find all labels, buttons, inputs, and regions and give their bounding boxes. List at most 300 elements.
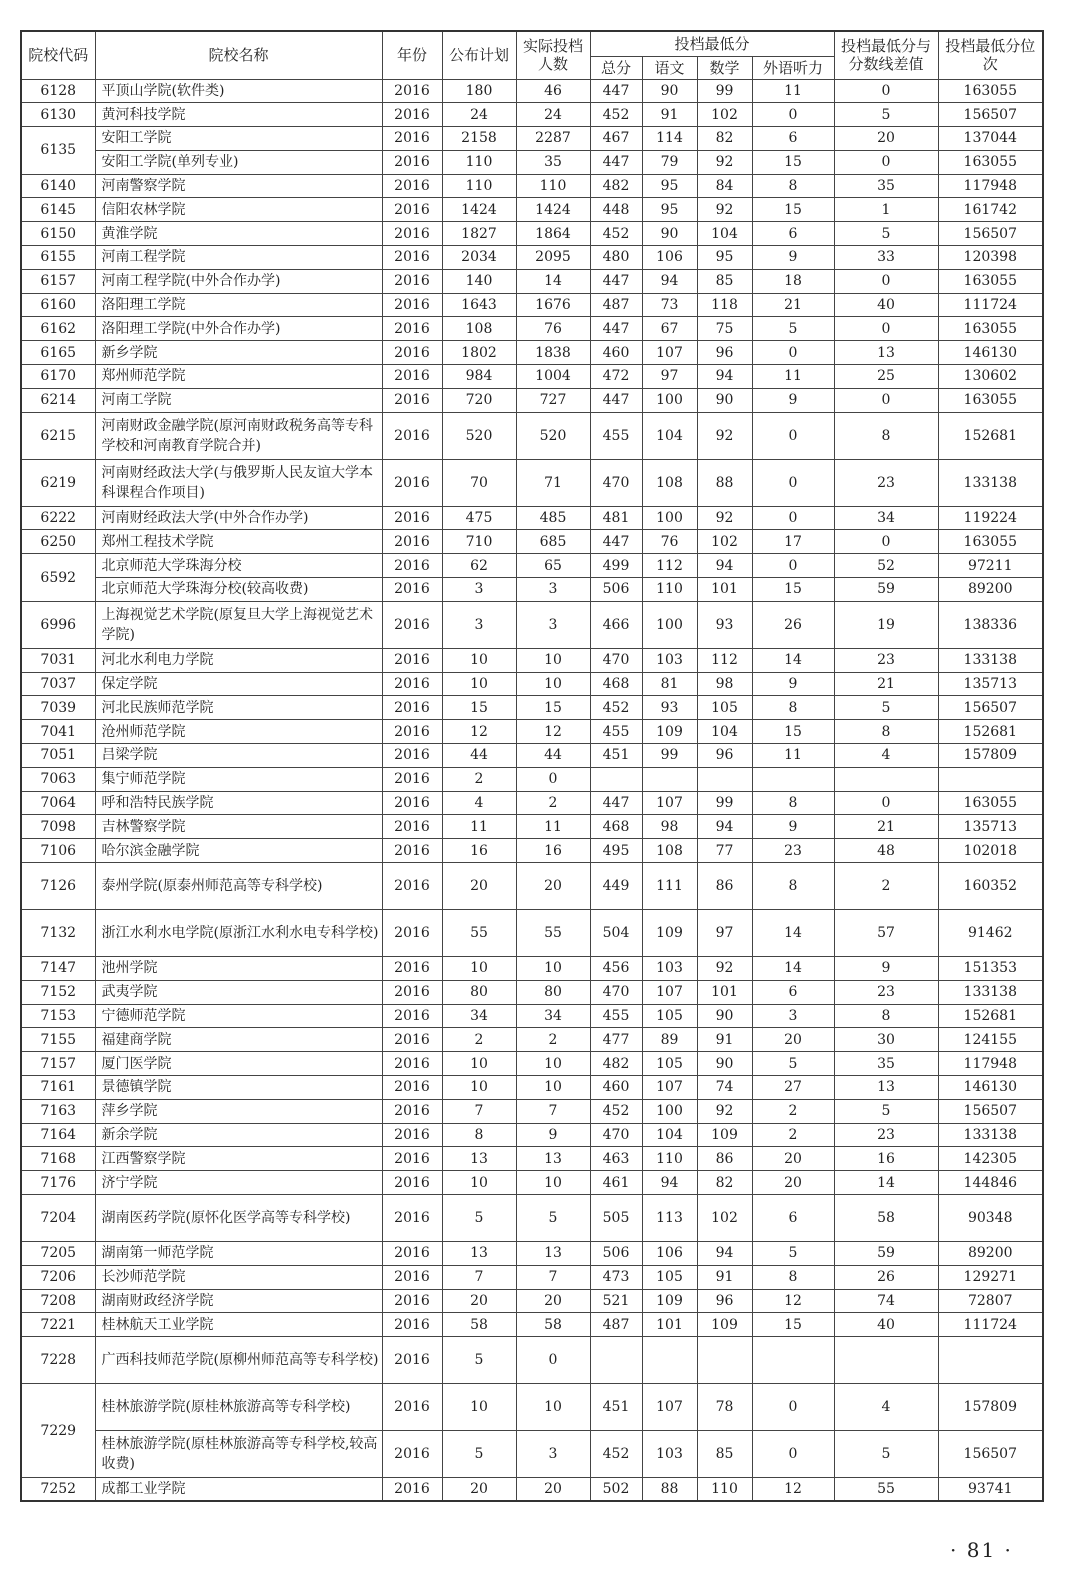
cell-total: 470 [590,648,642,672]
cell-code: 7132 [21,910,95,957]
cell-rank: 152681 [938,720,1043,744]
cell-math: 92 [697,412,752,459]
table-row [21,103,1043,127]
cell-code: 7031 [21,648,95,672]
cell-listening: 27 [752,1076,834,1100]
cell-listening: 6 [752,127,834,151]
cell-total [590,1337,642,1384]
table-row [21,863,1043,910]
cell-diff: 0 [834,269,938,293]
cell-year: 2016 [382,150,442,174]
cell-plan: 80 [442,980,516,1004]
cell-chinese: 97 [642,365,697,389]
cell-chinese: 105 [642,1265,697,1289]
cell-rank: 157809 [938,1384,1043,1431]
cell-plan: 110 [442,174,516,198]
cell-actual: 727 [516,388,590,412]
cell-chinese: 112 [642,554,697,578]
cell-listening: 5 [752,1052,834,1076]
cell-total: 468 [590,672,642,696]
cell-code: 7147 [21,957,95,981]
cell-code: 7163 [21,1099,95,1123]
cell-code: 7098 [21,815,95,839]
cell-chinese: 107 [642,980,697,1004]
cell-chinese: 107 [642,1076,697,1100]
cell-chinese: 106 [642,1241,697,1265]
cell-chinese: 107 [642,341,697,365]
cell-actual: 10 [516,1076,590,1100]
table-row [21,1123,1043,1147]
cell-plan: 984 [442,365,516,389]
cell-plan: 5 [442,1194,516,1241]
cell-rank: 133138 [938,459,1043,506]
cell-total: 455 [590,412,642,459]
cell-plan: 1424 [442,198,516,222]
cell-diff: 21 [834,815,938,839]
cell-year: 2016 [382,365,442,389]
cell-listening: 8 [752,1265,834,1289]
cell-math: 94 [697,554,752,578]
cell-actual: 485 [516,506,590,530]
cell-plan: 180 [442,79,516,103]
header-rank: 投档最低分位次 [938,31,1043,79]
cell-listening: 11 [752,79,834,103]
cell-diff: 58 [834,1194,938,1241]
cell-actual: 2 [516,1028,590,1052]
cell-listening: 15 [752,150,834,174]
cell-listening: 0 [752,554,834,578]
cell-plan: 55 [442,910,516,957]
cell-total: 452 [590,1431,642,1478]
cell-math: 94 [697,815,752,839]
cell-listening: 20 [752,1028,834,1052]
cell-math: 91 [697,1028,752,1052]
cell-actual: 20 [516,863,590,910]
cell-math: 97 [697,910,752,957]
cell-plan: 10 [442,1052,516,1076]
cell-listening: 11 [752,365,834,389]
cell-diff: 35 [834,174,938,198]
table-row [21,744,1043,768]
cell-listening: 8 [752,174,834,198]
cell-name: 江西警察学院 [95,1147,382,1171]
cell-rank: 138336 [938,601,1043,648]
cell-actual: 10 [516,957,590,981]
table-row [21,767,1043,791]
cell-code: 7252 [21,1478,95,1502]
cell-total: 480 [590,246,642,270]
cell-actual: 1424 [516,198,590,222]
cell-plan: 2 [442,767,516,791]
cell-diff: 59 [834,1241,938,1265]
cell-name: 北京师范大学珠海分校(较高收费) [95,578,382,602]
cell-name: 湖南医药学院(原怀化医学高等专科学校) [95,1194,382,1241]
cell-total: 506 [590,578,642,602]
cell-plan: 5 [442,1431,516,1478]
cell-name: 湖南第一师范学院 [95,1241,382,1265]
cell-actual: 10 [516,1052,590,1076]
cell-plan: 44 [442,744,516,768]
cell-name: 广西科技师范学院(原柳州师范高等专科学校) [95,1337,382,1384]
cell-name: 湖南财政经济学院 [95,1289,382,1313]
cell-rank: 157809 [938,744,1043,768]
cell-year: 2016 [382,1171,442,1195]
cell-listening: 6 [752,222,834,246]
cell-year: 2016 [382,863,442,910]
cell-chinese: 109 [642,910,697,957]
cell-year: 2016 [382,198,442,222]
cell-listening [752,1337,834,1384]
cell-diff: 55 [834,1478,938,1502]
cell-plan: 13 [442,1147,516,1171]
cell-actual: 7 [516,1099,590,1123]
cell-diff: 8 [834,412,938,459]
header-chinese: 语文 [642,56,697,79]
table-row [21,1052,1043,1076]
cell-rank: 163055 [938,388,1043,412]
cell-name: 池州学院 [95,957,382,981]
cell-diff: 8 [834,1004,938,1028]
cell-total: 470 [590,1123,642,1147]
table-row [21,269,1043,293]
table-row [21,293,1043,317]
cell-diff: 25 [834,365,938,389]
cell-diff: 40 [834,1313,938,1337]
table-row [21,815,1043,839]
cell-name: 郑州工程技术学院 [95,530,382,554]
cell-chinese: 104 [642,412,697,459]
table-row [21,1004,1043,1028]
cell-total: 447 [590,388,642,412]
cell-listening: 9 [752,672,834,696]
cell-rank: 97211 [938,554,1043,578]
cell-code: 7051 [21,744,95,768]
cell-name: 郑州师范学院 [95,365,382,389]
cell-rank: 163055 [938,150,1043,174]
table-row [21,1478,1043,1502]
cell-math: 82 [697,1171,752,1195]
cell-rank: 133138 [938,1123,1043,1147]
cell-listening: 26 [752,601,834,648]
cell-listening: 15 [752,1313,834,1337]
cell-year: 2016 [382,174,442,198]
cell-rank: 160352 [938,863,1043,910]
cell-rank: 146130 [938,341,1043,365]
cell-chinese: 107 [642,1384,697,1431]
table-row [21,696,1043,720]
cell-chinese: 100 [642,506,697,530]
cell-total: 447 [590,530,642,554]
cell-total: 477 [590,1028,642,1052]
cell-year: 2016 [382,103,442,127]
cell-code: 7164 [21,1123,95,1147]
cell-math: 93 [697,601,752,648]
cell-chinese: 81 [642,672,697,696]
table-row [21,601,1043,648]
cell-name: 河南工程学院 [95,246,382,270]
cell-year: 2016 [382,79,442,103]
cell-total: 482 [590,174,642,198]
cell-total: 451 [590,1384,642,1431]
cell-total: 448 [590,198,642,222]
cell-diff: 59 [834,578,938,602]
cell-math: 91 [697,1265,752,1289]
cell-chinese [642,767,697,791]
cell-name: 保定学院 [95,672,382,696]
cell-rank: 111724 [938,293,1043,317]
cell-total: 470 [590,980,642,1004]
cell-chinese: 103 [642,1431,697,1478]
cell-year: 2016 [382,767,442,791]
cell-math: 102 [697,1194,752,1241]
cell-name: 泰州学院(原泰州师范高等专科学校) [95,863,382,910]
cell-plan: 3 [442,601,516,648]
cell-math: 98 [697,672,752,696]
cell-name: 吉林警察学院 [95,815,382,839]
cell-chinese: 108 [642,459,697,506]
cell-actual: 34 [516,1004,590,1028]
cell-diff: 23 [834,980,938,1004]
cell-math: 74 [697,1076,752,1100]
cell-plan: 2034 [442,246,516,270]
cell-total: 506 [590,1241,642,1265]
cell-chinese: 109 [642,720,697,744]
cell-year: 2016 [382,1194,442,1241]
cell-total: 466 [590,601,642,648]
cell-code: 6145 [21,198,95,222]
cell-actual: 1676 [516,293,590,317]
cell-total: 447 [590,317,642,341]
cell-math: 84 [697,174,752,198]
cell-total: 467 [590,127,642,151]
cell-listening: 21 [752,293,834,317]
cell-code: 7063 [21,767,95,791]
table-row [21,150,1043,174]
cell-name: 河南财经政法大学(与俄罗斯人民友谊大学本科课程合作项目) [95,459,382,506]
cell-year: 2016 [382,1289,442,1313]
cell-listening: 6 [752,980,834,1004]
cell-rank: 72807 [938,1289,1043,1313]
cell-plan: 58 [442,1313,516,1337]
cell-name: 桂林旅游学院(原桂林旅游高等专科学校,较高收费) [95,1431,382,1478]
cell-chinese: 103 [642,957,697,981]
cell-total: 473 [590,1265,642,1289]
table-row [21,910,1043,957]
cell-listening: 18 [752,269,834,293]
cell-math: 94 [697,365,752,389]
cell-chinese: 103 [642,648,697,672]
cell-name: 桂林航天工业学院 [95,1313,382,1337]
cell-code: 6160 [21,293,95,317]
cell-year: 2016 [382,412,442,459]
cell-plan: 7 [442,1099,516,1123]
cell-code: 6592 [21,554,95,602]
cell-name: 河南财经政法大学(中外合作办学) [95,506,382,530]
cell-name: 信阳农林学院 [95,198,382,222]
cell-code: 7221 [21,1313,95,1337]
cell-listening: 5 [752,317,834,341]
cell-code: 7161 [21,1076,95,1100]
cell-name: 集宁师范学院 [95,767,382,791]
cell-actual: 7 [516,1265,590,1289]
cell-plan: 1643 [442,293,516,317]
cell-total: 447 [590,269,642,293]
cell-chinese: 90 [642,222,697,246]
cell-total: 504 [590,910,642,957]
cell-listening: 6 [752,1194,834,1241]
cell-listening: 23 [752,839,834,863]
cell-rank: 120398 [938,246,1043,270]
cell-rank: 135713 [938,815,1043,839]
table-row [21,1194,1043,1241]
cell-actual: 11 [516,815,590,839]
cell-total: 447 [590,150,642,174]
cell-diff: 40 [834,293,938,317]
cell-plan: 4 [442,791,516,815]
table-row [21,317,1043,341]
cell-name: 洛阳理工学院 [95,293,382,317]
cell-year: 2016 [382,317,442,341]
cell-listening: 12 [752,1289,834,1313]
cell-diff: 0 [834,791,938,815]
cell-plan: 5 [442,1337,516,1384]
cell-actual: 10 [516,1171,590,1195]
cell-actual: 3 [516,1431,590,1478]
cell-chinese: 88 [642,1478,697,1502]
cell-actual: 2 [516,791,590,815]
cell-diff: 20 [834,127,938,151]
cell-math: 95 [697,246,752,270]
cell-actual: 1004 [516,365,590,389]
cell-actual: 24 [516,103,590,127]
cell-rank: 156507 [938,1099,1043,1123]
cell-year: 2016 [382,1431,442,1478]
cell-total: 452 [590,103,642,127]
cell-diff: 0 [834,79,938,103]
cell-name: 济宁学院 [95,1171,382,1195]
cell-total: 455 [590,720,642,744]
cell-name: 成都工业学院 [95,1478,382,1502]
cell-name: 宁德师范学院 [95,1004,382,1028]
cell-year: 2016 [382,1099,442,1123]
cell-diff: 13 [834,341,938,365]
admission-score-table [20,30,1044,1502]
cell-total: 461 [590,1171,642,1195]
cell-total: 487 [590,1313,642,1337]
cell-year: 2016 [382,696,442,720]
cell-chinese: 91 [642,103,697,127]
cell-math: 101 [697,980,752,1004]
cell-total: 449 [590,863,642,910]
cell-code: 6140 [21,174,95,198]
cell-code: 7204 [21,1194,95,1241]
cell-listening: 14 [752,957,834,981]
cell-chinese: 79 [642,150,697,174]
cell-name: 桂林旅游学院(原桂林旅游高等专科学校) [95,1384,382,1431]
cell-actual: 15 [516,696,590,720]
table-row [21,1265,1043,1289]
cell-chinese: 95 [642,198,697,222]
header-math: 数学 [697,56,752,79]
cell-rank: 117948 [938,1052,1043,1076]
cell-listening: 14 [752,648,834,672]
cell-actual: 20 [516,1478,590,1502]
cell-rank: 119224 [938,506,1043,530]
cell-year: 2016 [382,1123,442,1147]
table-row [21,246,1043,270]
cell-rank: 130602 [938,365,1043,389]
table-row [21,1241,1043,1265]
table-row [21,957,1043,981]
cell-name: 平顶山学院(软件类) [95,79,382,103]
cell-code: 7229 [21,1384,95,1478]
cell-actual: 2095 [516,246,590,270]
cell-rank: 124155 [938,1028,1043,1052]
cell-plan: 1827 [442,222,516,246]
cell-rank: 137044 [938,127,1043,151]
cell-plan: 3 [442,578,516,602]
cell-rank: 133138 [938,648,1043,672]
cell-plan: 10 [442,648,516,672]
cell-actual: 1838 [516,341,590,365]
cell-year: 2016 [382,720,442,744]
cell-rank [938,1337,1043,1384]
cell-name: 浙江水利水电学院(原浙江水利水电专科学校) [95,910,382,957]
cell-actual: 76 [516,317,590,341]
cell-name: 安阳工学院 [95,127,382,151]
cell-diff: 34 [834,506,938,530]
cell-listening: 0 [752,1384,834,1431]
cell-chinese: 93 [642,696,697,720]
cell-rank: 90348 [938,1194,1043,1241]
cell-diff: 23 [834,1123,938,1147]
cell-listening: 20 [752,1171,834,1195]
cell-rank: 163055 [938,791,1043,815]
cell-chinese: 110 [642,578,697,602]
cell-code: 7205 [21,1241,95,1265]
cell-chinese: 94 [642,269,697,293]
cell-rank: 102018 [938,839,1043,863]
cell-chinese: 73 [642,293,697,317]
table-row [21,127,1043,151]
cell-actual: 520 [516,412,590,459]
cell-year: 2016 [382,1028,442,1052]
cell-math: 96 [697,1289,752,1313]
table-row [21,1384,1043,1431]
cell-year: 2016 [382,1337,442,1384]
header-plan: 公布计划 [442,31,516,79]
cell-math: 118 [697,293,752,317]
cell-listening: 0 [752,459,834,506]
cell-actual: 20 [516,1289,590,1313]
cell-chinese: 105 [642,1052,697,1076]
cell-math: 102 [697,530,752,554]
cell-rank: 156507 [938,222,1043,246]
cell-total: 451 [590,744,642,768]
cell-year: 2016 [382,1478,442,1502]
cell-actual: 55 [516,910,590,957]
cell-listening: 2 [752,1099,834,1123]
cell-code: 7168 [21,1147,95,1171]
cell-code: 7208 [21,1289,95,1313]
cell-diff: 52 [834,554,938,578]
cell-actual: 13 [516,1241,590,1265]
cell-year: 2016 [382,1147,442,1171]
cell-rank [938,767,1043,791]
cell-total: 452 [590,696,642,720]
cell-listening: 0 [752,103,834,127]
cell-math: 112 [697,648,752,672]
